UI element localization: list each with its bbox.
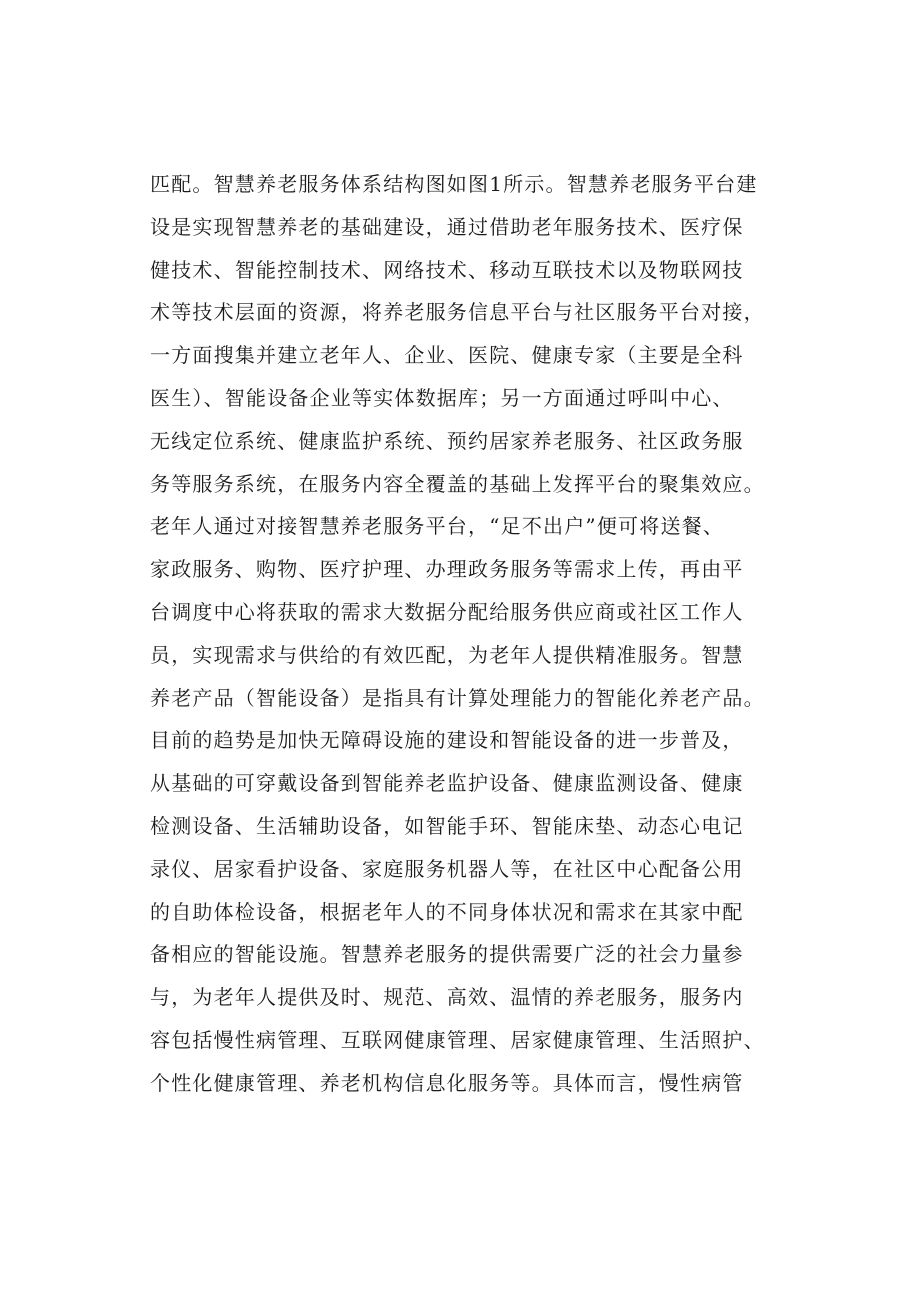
text-line-9: 老年人通过对接智慧养老服务平台，“足不出户”便可将送餐、 (150, 514, 725, 539)
text-line-10: 家政服务、购物、医疗护理、办理政务服务等需求上传，再由平 (150, 557, 744, 582)
text-line-18: 的自助体检设备，根据老年人的不同身体状况和需求在其家中配 (150, 899, 744, 924)
text-line-4: 术等技术层面的资源，将养老服务信息平台与社区服务平台对接， (150, 300, 765, 325)
text-line-19: 备相应的智能设施。智慧养老服务的提供需要广泛的社会力量参 (150, 942, 744, 967)
text-line-15: 从基础的可穿戴设备到智能养老监护设备、健康监测设备、健康 (150, 771, 744, 796)
text-line-12: 员，实现需求与供给的有效匹配，为老年人提供精准服务。智慧 (150, 642, 744, 667)
text-line-3: 健技术、智能控制技术、网络技术、移动互联技术以及物联网技 (150, 257, 744, 282)
text-line-22: 个性化健康管理、养老机构信息化服务等。具体而言，慢性病管 (150, 1070, 744, 1095)
text-line-21: 容包括慢性病管理、互联网健康管理、居家健康管理、生活照护、 (150, 1027, 765, 1052)
text-line-20: 与，为老年人提供及时、规范、高效、温情的养老服务，服务内 (150, 985, 744, 1010)
text-line-6: 医生）、智能设备企业等实体数据库；另一方面通过呼叫中心、 (150, 385, 734, 410)
text-line-1: 匹配。智慧养老服务体系结构图如图1所示。智慧养老服务平台建 (150, 172, 758, 196)
text-line-11: 台调度中心将获取的需求大数据分配给服务供应商或社区工作人 (150, 599, 744, 624)
text-line-16: 检测设备、生活辅助设备，如智能手环、智能床垫、动态心电记 (150, 813, 744, 838)
text-line-2: 设是实现智慧养老的基础建设，通过借助老年服务技术、医疗保 (150, 214, 744, 239)
text-line-13: 养老产品（智能设备）是指具有计算处理能力的智能化养老产品。 (150, 685, 765, 710)
text-line-17: 录仪、居家看护设备、家庭服务机器人等，在社区中心配备公用 (150, 856, 744, 881)
text-line-14: 目前的趋势是加快无障碍设施的建设和智能设备的进一步普及， (150, 728, 744, 753)
text-line-8: 务等服务系统，在服务内容全覆盖的基础上发挥平台的聚集效应。 (150, 471, 765, 496)
body-paragraph (150, 163, 800, 1105)
text-line-5: 一方面搜集并建立老年人、企业、医院、健康专家（主要是全科 (150, 343, 744, 368)
text-line-7: 无线定位系统、健康监护系统、预约居家养老服务、社区政务服 (150, 428, 744, 453)
